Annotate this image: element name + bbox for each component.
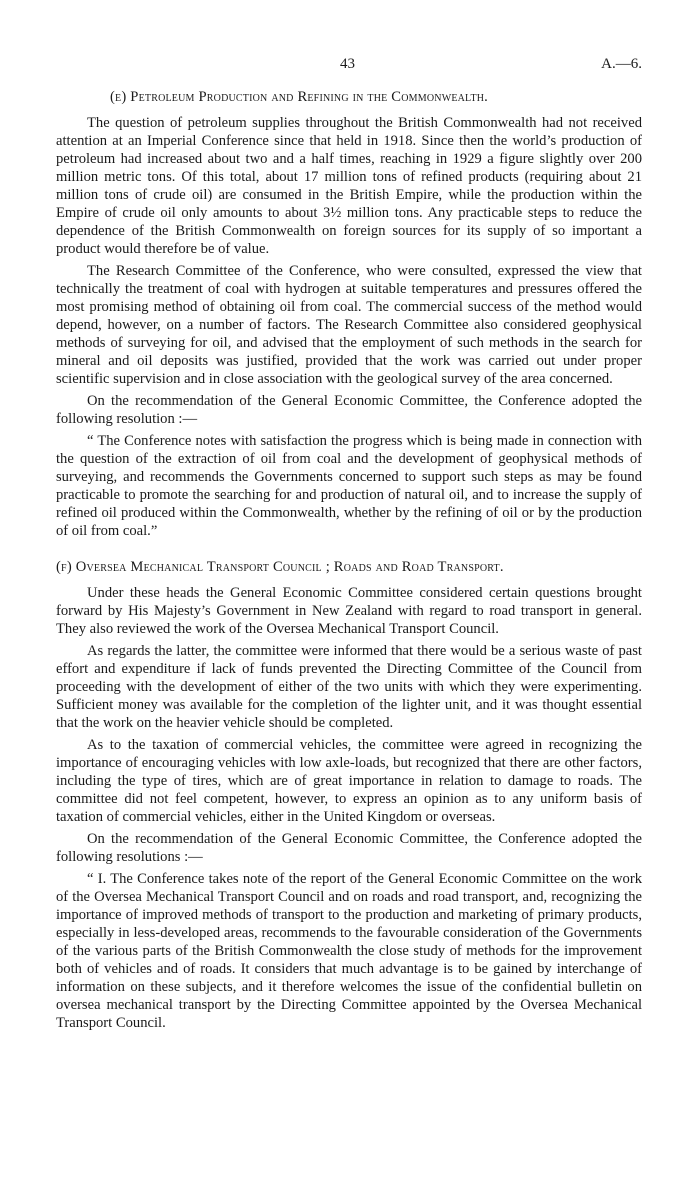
paragraph: As to the taxation of commercial vehicles, the committee were agreed in recognizing the importance of encouraging vehicles with low axle-loads, but recognized that there are other factors, including the type of tires, which are of great importance in relation to damage to roads. The committee did not feel competent, however, to express an opinion as to any uniform basis of taxation of commercial vehicles, either in the United Kingdom or overseas. xyxy=(56,737,642,825)
section-heading-transport: (f) Oversea Mechanical Transport Council ; Roads and Road Transport. xyxy=(56,559,504,575)
page-body xyxy=(56,88,642,1036)
paragraph: On the recommendation of the General Economic Committee, the Conference adopted the following resolution :— xyxy=(56,393,642,427)
paragraph: On the recommendation of the General Economic Committee, the Conference adopted the following resolutions :— xyxy=(56,831,642,865)
paragraph: As regards the latter, the committee were informed that there would be a serious waste of past effort and expenditure if lack of funds prevented the Directing Committee of the Council from proceeding with the development of either of the two units with which they were experimenting. Sufficient money was available for the completion of the lighter unit, and it was thought essential that the work on the heavier vehicle should be completed. xyxy=(56,643,642,731)
paragraph: Under these heads the General Economic Committee considered certain questions brought forward by His Majesty’s Government in New Zealand with regard to road transport in general. They also reviewed the work of the Oversea Mechanical Transport Council. xyxy=(56,585,642,637)
section-heading-petroleum: (e) Petroleum Production and Refining in the Commonwealth. xyxy=(110,89,489,105)
resolution-quote: “ The Conference notes with satisfaction the progress which is being made in connection with the question of the extraction of oil from coal and the development of geophysical methods of surveying, and recommends the Governments concerned to support such steps as may be found practicable to promote the searching for and production of natural oil, and to increase the supply of refined oil produced within the Commonwealth, whether by the refining of oil or by the production of oil from coal.” xyxy=(56,433,642,539)
page-number: 43 xyxy=(340,56,355,72)
resolution-quote: “ I. The Conference takes note of the report of the General Economic Committee on the work of the Oversea Mechanical Transport Council and on roads and road transport, and, recognizing the importance of improved methods of transport to the production and marketing of primary products, especially in less-developed areas, recommends to the favourable consideration of the Governments of the various parts of the British Commonwealth the close study of methods for the improvement both of vehicles and of roads. It considers that much advantage is to be gained by interchange of information on these subjects, and it therefore welcomes the issue of the confidential bulletin on oversea mechanical transport by the Directing Committee appointed by the Oversea Mechanical Transport Council. xyxy=(56,871,642,1031)
paragraph: The Research Committee of the Conference, who were consulted, expressed the view that technically the treatment of coal with hydrogen at suitable temperatures and pressures offered the most promising method of obtaining oil from coal. The commercial success of the method would depend, however, on a number of factors. The Research Committee also considered geophysical methods of surveying for oil, and advised that the employment of such methods in the search for mineral and oil deposits was justified, provided that the work was carried out under proper scientific supervision and in close association with the geological survey of the area concerned. xyxy=(56,263,642,387)
paragraph: The question of petroleum supplies throughout the British Commonwealth had not received attention at an Imperial Conference since that held in 1918. Since then the world’s production of petroleum had increased about two and a half times, reaching in 1929 a figure slightly over 200 million metric tons. Of this total, about 17 million tons of refined products (requiring about 21 million tons of crude oil) are consumed in the British Empire, while the production within the Empire of crude oil only amounts to about 3½ million tons. Any practicable steps to reduce the dependence of the British Commonwealth on foreign sources for its supply of so important a product would therefore be of value. xyxy=(56,115,642,257)
document-reference: A.—6. xyxy=(601,56,642,72)
